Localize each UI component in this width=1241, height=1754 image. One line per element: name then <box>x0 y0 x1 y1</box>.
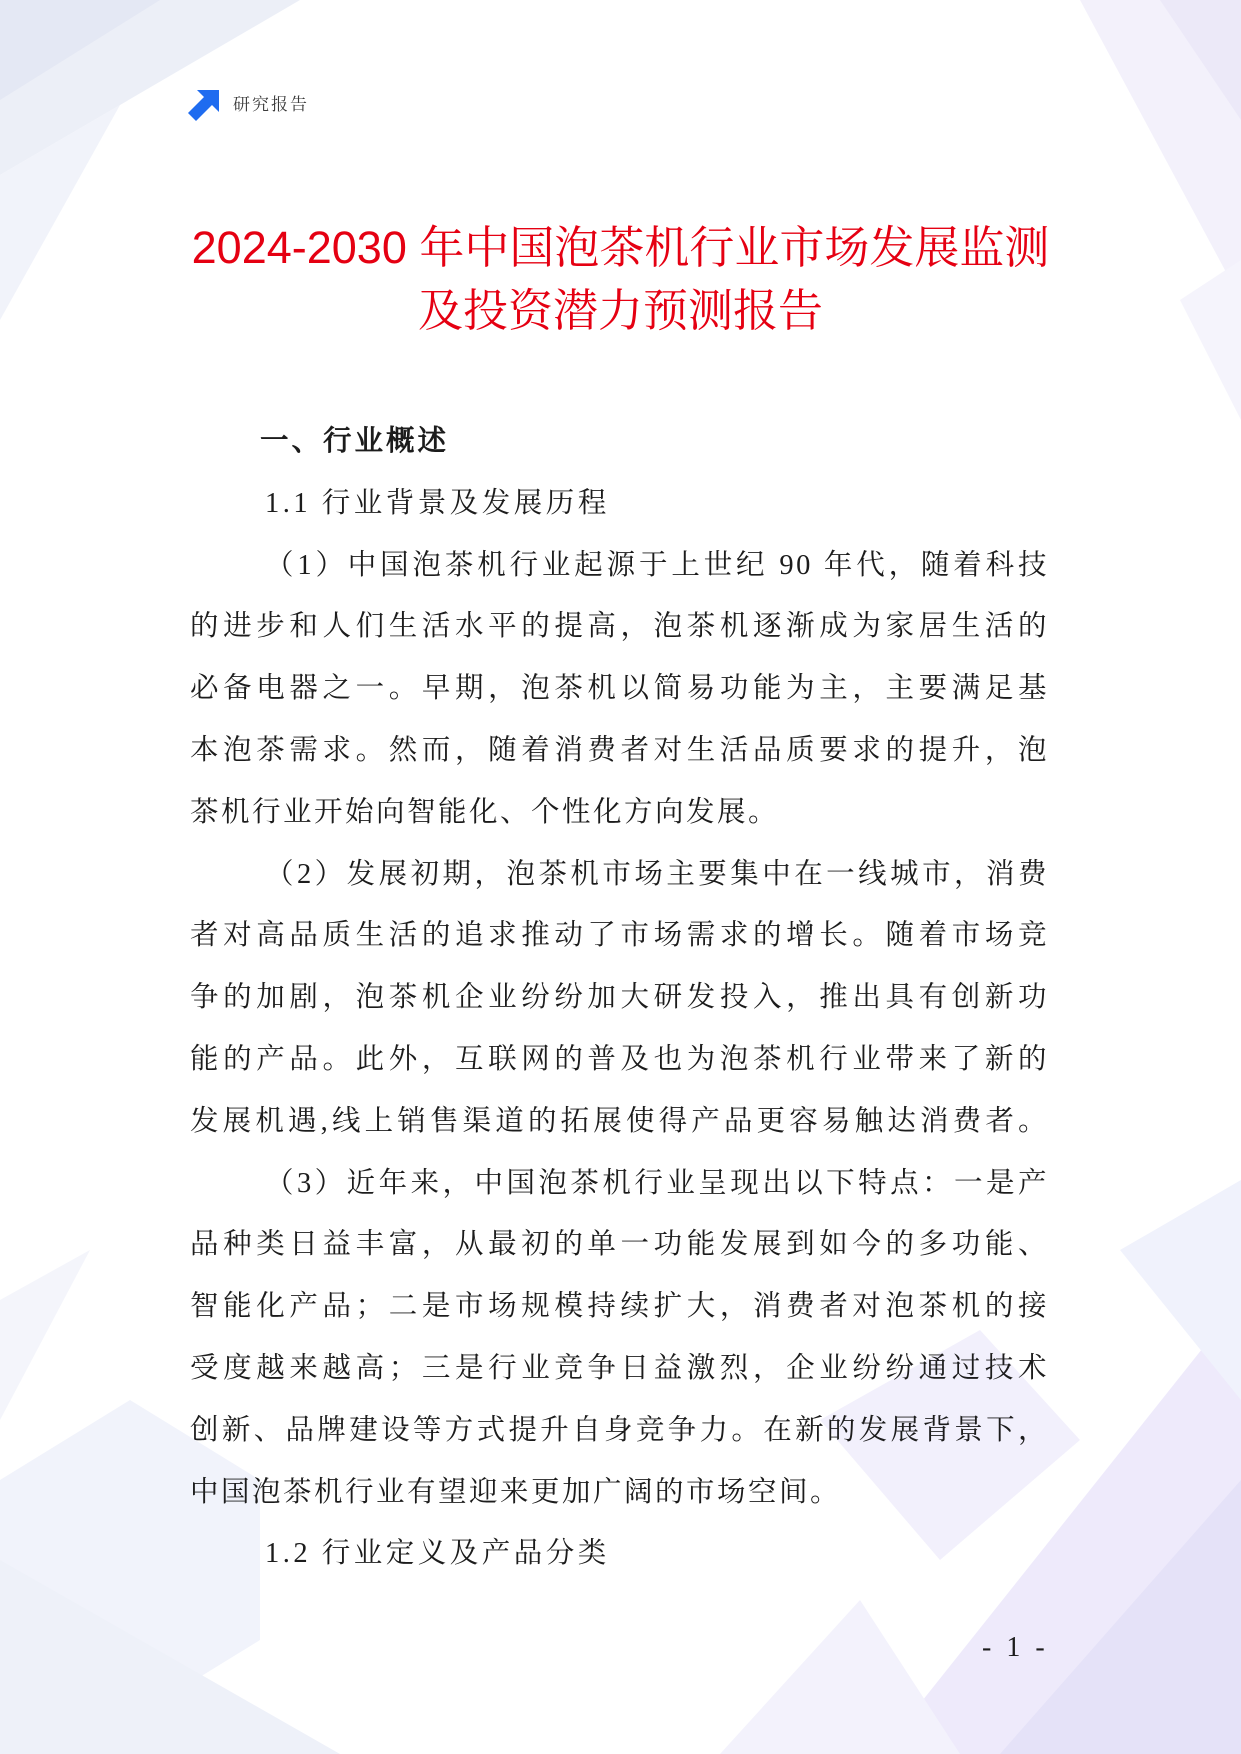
report-title-line-2: 及投资潜力预测报告 <box>417 285 823 336</box>
report-title-line-1: 2024-2030 年中国泡茶机行业市场发展监测 <box>191 222 1050 273</box>
arrow-up-right-icon <box>188 89 220 121</box>
paragraph-line: 创新、品牌建设等方式提升自身竞争力。在新的发展背景下， <box>190 1414 1049 1446</box>
paragraph <box>190 535 1049 844</box>
paragraph-line: 中国泡茶机行业有望迎来更加广阔的市场空间。 <box>190 1476 842 1508</box>
page-number: - 1 - <box>982 1632 1049 1663</box>
paragraph <box>190 844 1049 1153</box>
report-header <box>188 89 309 121</box>
report-body <box>190 411 1049 1585</box>
paragraph-line: （1）中国泡茶机行业起源于上世纪 90 年代，随着科技 <box>265 549 1049 581</box>
paragraph <box>190 1153 1049 1524</box>
paragraph-line: 发展机遇,线上销售渠道的拓展使得产品更容易触达消费者。 <box>190 1105 1049 1137</box>
paragraph-line: 能的产品。此外，互联网的普及也为泡茶机行业带来了新的 <box>190 1043 1049 1075</box>
paragraph-line: 品种类日益丰富，从最初的单一功能发展到如今的多功能、 <box>190 1229 1049 1261</box>
paragraph-line: （3）近年来，中国泡茶机行业呈现出以下特点：一是产 <box>265 1167 1049 1199</box>
paragraph-line: 者对高品质生活的追求推动了市场需求的增长。随着市场竞 <box>190 920 1049 952</box>
subsection-heading: 1.1 行业背景及发展历程 <box>265 487 610 519</box>
paragraph-line: （2）发展初期，泡茶机市场主要集中在一线城市，消费 <box>265 858 1049 890</box>
paragraph-line: 的进步和人们生活水平的提高，泡茶机逐渐成为家居生活的 <box>190 611 1049 643</box>
subsection-heading: 1.2 行业定义及产品分类 <box>265 1538 610 1570</box>
brand-label: 研究报告 <box>233 95 309 115</box>
report-title <box>0 216 1241 342</box>
paragraph-line: 茶机行业开始向智能化、个性化方向发展。 <box>190 796 780 828</box>
paragraph-line: 本泡茶需求。然而，随着消费者对生活品质要求的提升，泡 <box>190 734 1049 766</box>
paragraph-line: 受度越来越高；三是行业竞争日益激烈，企业纷纷通过技术 <box>190 1352 1049 1384</box>
paragraph-line: 必备电器之一。早期，泡茶机以简易功能为主，主要满足基 <box>190 673 1049 705</box>
paragraph-line: 争的加剧，泡茶机企业纷纷加大研发投入，推出具有创新功 <box>190 982 1049 1014</box>
paragraph-line: 智能化产品；二是市场规模持续扩大，消费者对泡茶机的接 <box>190 1291 1049 1323</box>
section-heading: 一、行业概述 <box>260 425 450 457</box>
